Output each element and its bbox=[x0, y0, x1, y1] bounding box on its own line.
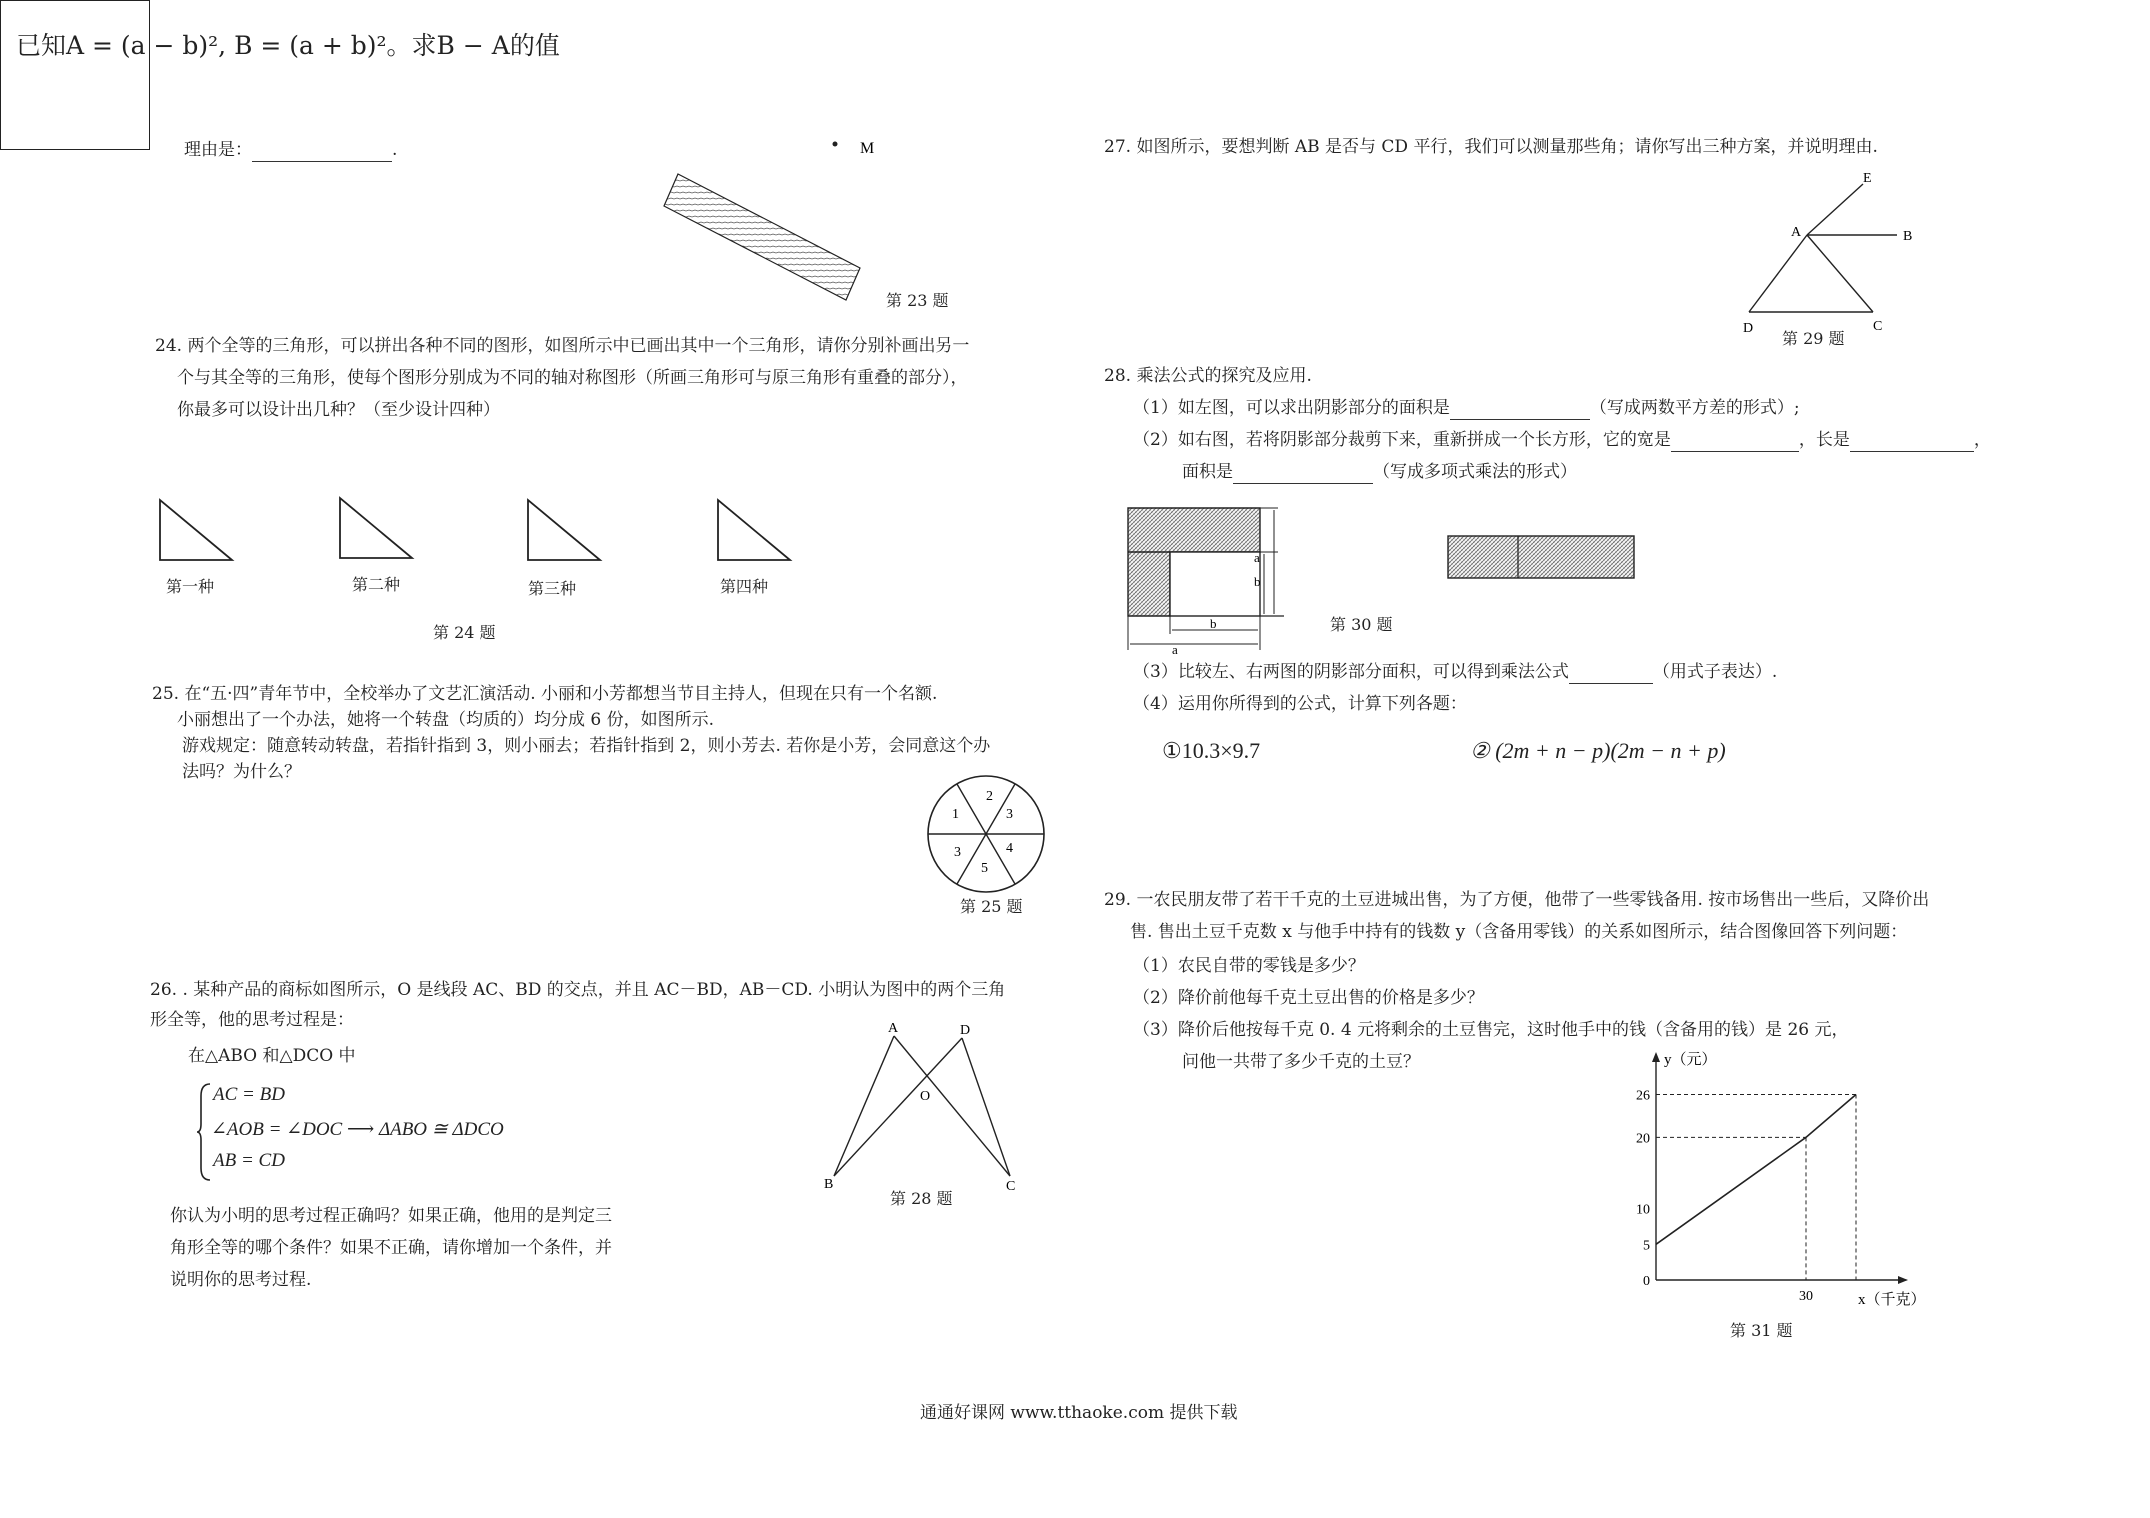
q28-calc-2: ② (2m + n − p)(2m − n + p) bbox=[1470, 738, 1726, 763]
q25-line1: 25. 在“五·四”青年节中，全校举办了文艺汇演活动. 小丽和小芳都想当节目主持人，但现在只有一个名额. bbox=[152, 684, 938, 704]
q28-fig-label-b-bottom: b bbox=[1210, 616, 1217, 631]
q29-q2: （2）降价前他每千克土豆出售的价格是多少？ bbox=[1133, 988, 1484, 1008]
q25-caption: 第 25 题 bbox=[960, 897, 1023, 916]
q25-line3: 游戏规定：随意转动转盘，若指针指到 3，则小丽去；若指针指到 2，则小芳去. 若你是小芳，会同意这个办 bbox=[182, 736, 991, 756]
q26-sys-2: ∠AOB = ∠DOC ⟶ ΔABO ≅ ΔDCO bbox=[211, 1119, 504, 1140]
y-axis-label: y（元） bbox=[1664, 1052, 1717, 1068]
q24-caption: 第 24 题 bbox=[433, 623, 496, 642]
q26-line1: 26. . 某种产品的商标如图所示，O 是线段 AC、BD 的交点，并且 AC－BD，AB－CD. 小明认为图中的两个三角 bbox=[150, 980, 1006, 1000]
q28-blank-area[interactable] bbox=[1233, 465, 1373, 484]
q24-label-1: 第一种 bbox=[166, 577, 215, 596]
q28-part1 bbox=[1133, 396, 1800, 420]
q28-caption: 第 30 题 bbox=[1330, 615, 1393, 634]
q24-line2: 个与其全等的三角形，使每个图形分别成为不同的轴对称图形（所画三角形可与原三角形有重叠的部分）， bbox=[177, 368, 968, 388]
series-line bbox=[1656, 1095, 1856, 1245]
q26-ask2: 角形全等的哪个条件？如果不正确，请你增加一个条件，并 bbox=[170, 1238, 612, 1258]
q29-line1: 29. 一农民朋友带了若干千克的土豆进城出售，为了方便，他带了一些零钱备用. 按市场售出一些后，又降价出 bbox=[1104, 890, 1930, 910]
q28-part2-c: ， bbox=[1973, 430, 1991, 450]
q27-line1: 27. 如图所示，要想判断 AB 是否与 CD 平行，我们可以测量那些角；请你写出三种方案，并说明理由. bbox=[1104, 137, 1878, 157]
q24-label-3: 第三种 bbox=[528, 579, 577, 598]
q27-figure bbox=[1735, 170, 1915, 340]
q28-part2-a: （2）如右图，若将阴影部分裁剪下来，重新拼成一个长方形，它的宽是 bbox=[1133, 430, 1671, 450]
header-question: 已知A = (a − b)², B = (a + b)²。求B − A的值 bbox=[16, 31, 560, 60]
q29-chart bbox=[1610, 1048, 1926, 1308]
spinner-sector-3b: 3 bbox=[954, 845, 961, 860]
q27-point-a: A bbox=[1791, 225, 1802, 240]
q28-part1-b: （写成两数平方差的形式）; bbox=[1589, 398, 1800, 418]
q28-blank-1[interactable] bbox=[1450, 401, 1590, 420]
q26-line3: 在△ABO 和△DCO 中 bbox=[188, 1046, 356, 1066]
y-tick-label-2: 10 bbox=[1636, 1202, 1650, 1218]
q24-line3: 你最多可以设计出几种？（至少设计四种） bbox=[177, 400, 500, 420]
q29-line2: 售. 售出土豆千克数 x 与他手中持有的钱数 y（含备用零钱）的关系如图所示，结合图像回答下列问题： bbox=[1130, 922, 1908, 942]
spinner-sector-5: 5 bbox=[981, 861, 988, 876]
q25-line2: 小丽想出了一个办法，她将一个转盘（均质的）均分成 6 份，如图所示. bbox=[177, 710, 715, 730]
y-tick-label-3: 20 bbox=[1636, 1131, 1650, 1147]
q28-right-figure bbox=[1446, 534, 1638, 582]
q24-triangle-4 bbox=[716, 498, 796, 564]
q26-point-a: A bbox=[888, 1021, 899, 1036]
x-tick-label-0: 30 bbox=[1799, 1289, 1813, 1304]
q23-reason: 理由是： . bbox=[184, 140, 398, 160]
q23-point-label: M bbox=[860, 140, 875, 157]
q28-line1: 28. 乘法公式的探究及应用. bbox=[1104, 366, 1312, 386]
y-tick-label-1: 5 bbox=[1643, 1238, 1650, 1254]
q24-label-4: 第四种 bbox=[720, 577, 769, 596]
q27-caption: 第 29 题 bbox=[1782, 329, 1845, 348]
q26-sys-1: AC = BD bbox=[213, 1084, 285, 1105]
y-axis-arrow bbox=[1652, 1052, 1660, 1062]
q26-point-o: O bbox=[920, 1089, 931, 1104]
x-axis-label: x（千克） bbox=[1858, 1292, 1926, 1308]
q28-blank-length[interactable] bbox=[1850, 433, 1974, 452]
q26-sys-3: AB = CD bbox=[213, 1150, 285, 1171]
header-box bbox=[0, 0, 150, 150]
x-axis-arrow bbox=[1898, 1276, 1908, 1284]
q28-calc-1: ①10.3×9.7 bbox=[1162, 738, 1261, 763]
q29-q3: （3）降价后他按每千克 0. 4 元将剩余的土豆售完，这时他手中的钱（含备用的钱）是 26 元， bbox=[1133, 1020, 1849, 1040]
spinner-sector-2: 2 bbox=[986, 789, 993, 804]
q26-ask1: 你认为小明的思考过程正确吗？如果正确，他用的是判定三 bbox=[170, 1206, 612, 1226]
spinner-sector-1: 1 bbox=[952, 807, 959, 822]
q25-line4: 法吗？为什么？ bbox=[182, 762, 301, 782]
q26-point-c: C bbox=[1006, 1179, 1016, 1194]
q26-figure bbox=[820, 1016, 1030, 1196]
q24-triangle-3 bbox=[526, 498, 606, 564]
y-tick-label-0: 0 bbox=[1643, 1274, 1650, 1289]
q28-fig-label-b-right: b bbox=[1254, 574, 1261, 589]
q26-ask3: 说明你的思考过程. bbox=[170, 1270, 312, 1290]
q23-strip bbox=[664, 174, 860, 300]
q27-point-c: C bbox=[1873, 319, 1883, 334]
q28-part3-b: （用式子表达）. bbox=[1652, 662, 1778, 682]
spinner-sector-3a: 3 bbox=[1006, 807, 1013, 822]
q27-point-e: E bbox=[1863, 171, 1872, 186]
q29-q1: （1）农民自带的零钱是多少？ bbox=[1133, 956, 1365, 976]
q28-left-figure bbox=[1124, 504, 1284, 656]
q28-blank-width[interactable] bbox=[1671, 433, 1799, 452]
spinner-sector-4: 4 bbox=[1006, 841, 1013, 856]
q28-part1-a: （1）如左图，可以求出阴影部分的面积是 bbox=[1133, 398, 1450, 418]
q24-line1: 24. 两个全等的三角形，可以拼出各种不同的图形，如图所示中已画出其中一个三角形，请你分别补画出另一 bbox=[155, 336, 970, 356]
q26-line2: 形全等，他的思考过程是： bbox=[150, 1010, 354, 1030]
q28-blank-formula[interactable] bbox=[1569, 665, 1653, 684]
q23-caption: 第 23 题 bbox=[886, 291, 949, 310]
q23-point-m bbox=[833, 142, 838, 147]
q28-part2-e: （写成多项式乘法的形式） bbox=[1373, 462, 1577, 482]
q28-part2-d: 面积是 bbox=[1182, 462, 1233, 482]
q23-blank[interactable] bbox=[252, 143, 392, 162]
q28-part2-b: ，长是 bbox=[1798, 430, 1850, 450]
y-tick-label-4: 26 bbox=[1636, 1088, 1650, 1104]
q27-point-d: D bbox=[1743, 321, 1754, 336]
footer: 通通好课网 www.tthaoke.com 提供下载 bbox=[920, 1403, 1238, 1423]
q24-triangle-2 bbox=[338, 496, 418, 562]
q26-brace bbox=[196, 1082, 212, 1182]
q25-spinner bbox=[924, 772, 1048, 896]
q26-point-d: D bbox=[960, 1023, 971, 1038]
q29-q3b: 问他一共带了多少千克的土豆？ bbox=[1182, 1052, 1420, 1072]
q28-part2 bbox=[1133, 428, 1991, 452]
q26-point-b: B bbox=[824, 1177, 834, 1192]
q28-part3 bbox=[1133, 660, 1777, 684]
q23-figure bbox=[650, 130, 880, 330]
q26-caption: 第 28 题 bbox=[890, 1189, 953, 1208]
q28-part2-area bbox=[1182, 460, 1577, 484]
q29-caption: 第 31 题 bbox=[1730, 1321, 1793, 1340]
q28-part4: （4）运用你所得到的公式，计算下列各题： bbox=[1133, 694, 1467, 714]
q24-triangle-1 bbox=[158, 498, 238, 564]
q28-fig-label-a-right: a bbox=[1254, 550, 1260, 565]
q28-fig-label-a-bottom: a bbox=[1172, 642, 1178, 657]
q24-label-2: 第二种 bbox=[352, 575, 401, 594]
q27-point-b: B bbox=[1903, 229, 1913, 244]
q28-part3-a: （3）比较左、右两图的阴影部分面积，可以得到乘法公式 bbox=[1133, 662, 1569, 682]
q23-reason-label: 理由是： bbox=[184, 140, 252, 160]
